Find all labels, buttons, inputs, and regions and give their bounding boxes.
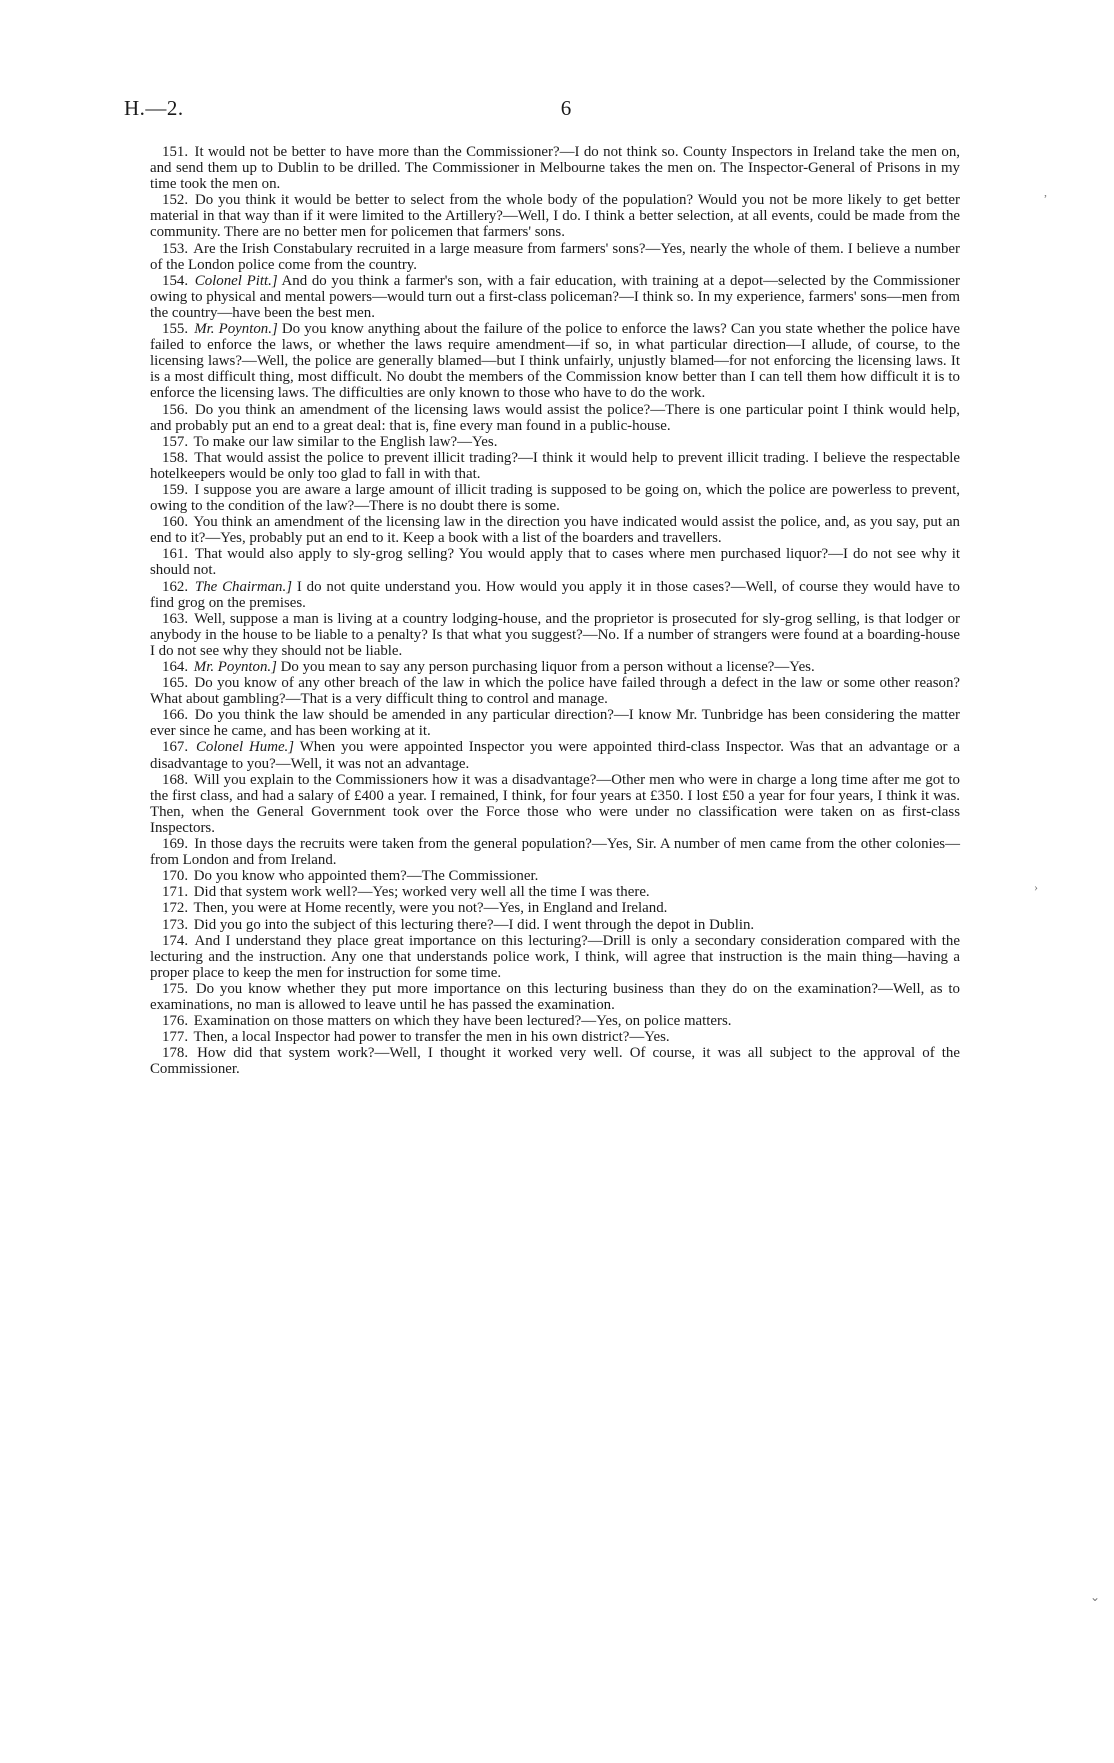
evidence-paragraph: [150, 241, 960, 273]
evidence-paragraph: [150, 579, 960, 611]
evidence-paragraph: [150, 321, 960, 401]
evidence-paragraph: [150, 981, 960, 1013]
paragraph-text: Examination on those matters on which they have been lectured?—Yes, on police matters.: [193, 1013, 732, 1030]
margin-mark: ,: [1044, 185, 1047, 199]
question-number: 157.: [162, 433, 189, 450]
page-number: 6: [560, 96, 572, 120]
evidence-paragraph: [150, 144, 960, 192]
paragraph-text: Well, suppose a man is living at a country lodging-house, and the proprietor is prosecuted for sly-grog selling, is that lodger or anybody in the house to be liable to a penalty? Is that what you suggest?—No. If a number of strangers were found at a boarding-house I do not see why they should not be liable.: [150, 610, 960, 659]
paragraph-text: Do you think an amendment of the licensing laws would assist the police?—There is one particular point I think would help, and probably put an end to a great deal: that is, fine every man found in a public-house.: [150, 401, 960, 434]
question-number: 173.: [162, 916, 189, 933]
evidence-paragraph: [150, 739, 960, 771]
question-number: 169.: [162, 836, 189, 853]
evidence-text: [150, 144, 960, 1077]
margin-mark: ⌄: [1090, 1590, 1101, 1604]
paragraph-text: Do you know of any other breach of the law in which the police have failed through a defect in the law or some other reason? What about gambling?—That is a very difficult thing to control and manage.: [150, 675, 960, 708]
evidence-paragraph: [150, 933, 960, 981]
question-number: 152.: [162, 192, 189, 209]
evidence-paragraph: [150, 514, 960, 546]
paragraph-text: I do not quite understand you. How would you apply it in those cases?—Well, of course they would have to find grog on the premises.: [150, 578, 960, 611]
evidence-paragraph: [150, 772, 960, 836]
question-number: 172.: [162, 900, 189, 917]
question-number: 165.: [162, 675, 189, 692]
paragraph-text: Will you explain to the Commissioners how it was a disadvantage?—Other men who were in charge a long time after me got to the first class, and had a salary of £400 a year. I remained, I think, for four years at £350. I lost £50 a year for four years, I think it was. Then, when the General Government took over the Force those who were under no classification were taken on as first-class Inspectors.: [150, 771, 960, 836]
evidence-paragraph: [150, 868, 960, 884]
evidence-paragraph: [150, 482, 960, 514]
question-number: 154.: [162, 272, 189, 289]
paragraph-text: Then, you were at Home recently, were you not?—Yes, in England and Ireland.: [193, 900, 668, 917]
question-number: 171.: [162, 884, 189, 901]
speaker-name: Mr. Poynton.]: [194, 321, 278, 338]
speaker-name: Colonel Hume.]: [195, 739, 295, 756]
question-number: 159.: [162, 481, 189, 498]
question-number: 162.: [162, 578, 189, 595]
question-number: 156.: [162, 401, 189, 418]
evidence-paragraph: [150, 273, 960, 321]
paragraph-text: I suppose you are aware a large amount of illicit trading is supposed to be going on, which the police are powerless to prevent, owing to the condition of the law?—There is no doubt there is some.: [150, 481, 960, 515]
paragraph-text: To make our law similar to the English law?—Yes.: [193, 433, 498, 450]
question-number: 158.: [162, 449, 189, 466]
page-header: [124, 96, 990, 126]
document-reference: H.—2.: [124, 96, 184, 120]
paragraph-text: That would assist the police to prevent illicit trading?—I think it would help to prevent illicit trading. I believe the respectable hotelkeepers would be only too glad to fall in with that.: [150, 449, 960, 482]
evidence-paragraph: [150, 1013, 960, 1029]
evidence-paragraph: [150, 1029, 960, 1045]
paragraph-text: That would also apply to sly-grog selling? You would apply that to cases where men purchased liquor?—I do not see why it should not.: [150, 546, 960, 579]
paragraph-text: Are the Irish Constabulary recruited in a large measure from farmers' sons?—Yes, nearly the whole of them. I believe a number of the London police come from the country.: [150, 240, 960, 273]
question-number: 178.: [162, 1045, 189, 1062]
question-number: 174.: [162, 932, 189, 949]
evidence-paragraph: [150, 659, 960, 675]
question-number: 163.: [162, 610, 189, 627]
question-number: 155.: [162, 321, 189, 338]
question-number: 160.: [162, 514, 189, 531]
evidence-paragraph: [150, 611, 960, 659]
evidence-paragraph: [150, 917, 960, 933]
paragraph-text: And I understand they place great importance on this lecturing?—Drill is only a secondary consideration compared with the lecturing and the instruction. Any one that understands police work, I think, will agree that instruction is the main thing—having a proper place to keep the men for instruction for some time.: [150, 932, 960, 981]
question-number: 166.: [162, 707, 189, 724]
question-number: 167.: [162, 739, 189, 756]
evidence-paragraph: [150, 675, 960, 707]
speaker-name: Colonel Pitt.]: [194, 272, 278, 289]
evidence-paragraph: [150, 434, 960, 450]
evidence-paragraph: [150, 450, 960, 482]
question-number: 177.: [162, 1029, 189, 1046]
paragraph-text: You think an amendment of the licensing law in the direction you have indicated would assist the police, and, as you say, put an end to it?—Yes, probably put an end to it. Keep a book with a list of the boarders and travellers.: [150, 514, 961, 547]
question-number: 176.: [162, 1013, 189, 1030]
evidence-paragraph: [150, 1045, 960, 1077]
question-number: 164.: [162, 659, 189, 675]
paragraph-text: When you were appointed Inspector you were appointed third-class Inspector. Was that an advantage or a disadvantage to you?—Well, it was not an advantage.: [150, 739, 960, 772]
margin-mark: ›: [1034, 880, 1038, 894]
question-number: 170.: [162, 868, 189, 885]
paragraph-text: Do you know who appointed them?—The Commissioner.: [193, 868, 539, 885]
evidence-paragraph: [150, 884, 960, 900]
paragraph-text: Do you know whether they put more importance on this lecturing business than they do on the examination?—Well, as to examinations, no man is allowed to leave until he has passed the examination.: [150, 980, 960, 1013]
paragraph-text: Do you think the law should be amended in any particular direction?—I know Mr. Tunbridge has been considering the matter ever since he came, and has been working at it.: [150, 707, 960, 740]
question-number: 153.: [162, 240, 189, 257]
question-number: 168.: [162, 771, 189, 788]
evidence-paragraph: [150, 192, 960, 240]
paragraph-text: Do you know anything about the failure of the police to enforce the laws? Can you state whether the police have failed to enforce the laws, or whether the laws require amendment—if so, in what particular direction—I allude, of course, to the licensing laws?—Well, the police are generally blamed—but I think unfairly, unjustly blamed—for not enforcing the licensing laws. It is a most difficult thing, most difficult. No doubt the members of the Commission know better than I can tell them how difficult it is to enforce the licensing laws. The difficulties are only known to those who have to do the work.: [150, 321, 960, 402]
evidence-paragraph: [150, 402, 960, 434]
paragraph-text: And do you think a farmer's son, with a fair education, with training at a depot—selected by the Commissioner owing to physical and mental powers—would turn out a first-class policeman?—I think so. In my experience, farmers' sons—men from the country—have been the best men.: [150, 272, 960, 321]
paragraph-text: Did that system work well?—Yes; worked very well all the time I was there.: [193, 884, 650, 901]
paragraph-text: How did that system work?—Well, I thought it worked very well. Of course, it was all subject to the approval of the Commissioner.: [150, 1045, 960, 1078]
evidence-paragraph: [150, 707, 960, 739]
speaker-name: The Chairman.]: [194, 578, 292, 595]
paragraph-text: Then, a local Inspector had power to transfer the men in his own district?—Yes.: [193, 1029, 670, 1046]
evidence-paragraph: [150, 836, 960, 868]
question-number: 151.: [162, 144, 189, 160]
speaker-name: Mr. Poynton.]: [193, 659, 277, 675]
evidence-paragraph: [150, 900, 960, 916]
paragraph-text: Did you go into the subject of this lecturing there?—I did. I went through the depot in Dublin.: [193, 916, 755, 933]
paragraph-text: In those days the recruits were taken from the general population?—Yes, Sir. A number of men came from the other colonies—from London and from Ireland.: [150, 836, 960, 869]
question-number: 161.: [162, 546, 189, 563]
paragraph-text: It would not be better to have more than the Commissioner?—I do not think so. County Inspectors in Ireland take the men on, and send them up to Dublin to be drilled. The Commissioner in Melbourne takes the men on. The Inspector-General of Prisons in my time took the men on.: [150, 144, 960, 193]
paragraph-text: Do you mean to say any person purchasing liquor from a person without a license?—Yes.: [280, 659, 815, 675]
question-number: 175.: [162, 980, 189, 997]
evidence-paragraph: [150, 546, 960, 578]
paragraph-text: Do you think it would be better to select from the whole body of the population? Would you not be more likely to get better material in that way than if it were limited to the Artillery?—Well, I do. I think a better selection, at all events, could be made from the community. There are no better men for policemen that farmers' sons.: [150, 192, 960, 241]
